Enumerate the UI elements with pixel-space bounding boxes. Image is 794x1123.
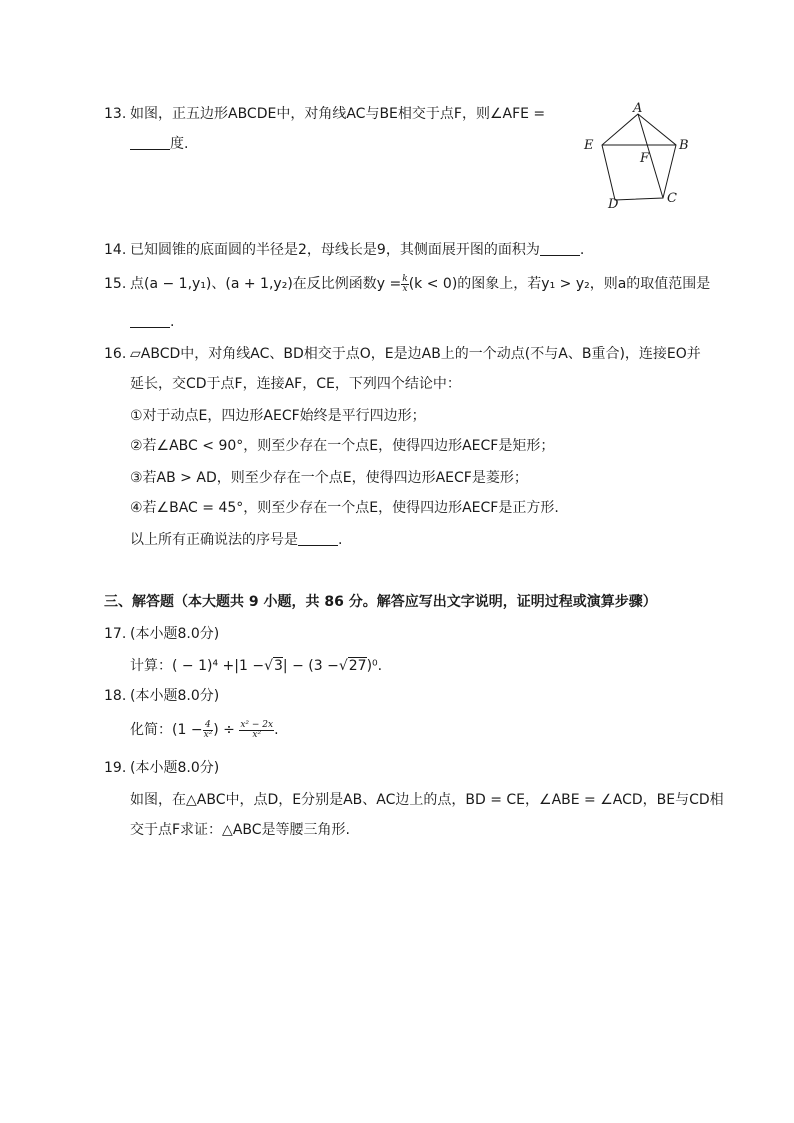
denominator: x² <box>203 729 213 740</box>
fraction <box>401 275 408 294</box>
expression-text: | − (3 − <box>282 658 339 674</box>
question-score: (本小题8.0分) <box>130 626 220 642</box>
label-e: E <box>584 138 594 153</box>
question-number: 17. <box>104 626 127 642</box>
denominator: x <box>402 283 408 294</box>
question-number: 19. <box>104 760 127 776</box>
label-c: C <box>667 191 677 206</box>
question-number: 18. <box>104 688 127 704</box>
question-text: 交于点F求证：△ABC是等腰三角形. <box>130 822 350 838</box>
question-13-line2 <box>130 134 188 154</box>
question-body <box>130 240 584 260</box>
numerator: 4 <box>203 721 214 731</box>
question-text: ▱ABCD中，对角线AC、BD相交于点O，E是边AB上的一个动点(不与A、B重合)，连接EO并 <box>130 346 701 362</box>
question-text: 如图，正五边形ABCDE中，对角线AC与BE相交于点F，则∠AFE = <box>130 106 546 122</box>
question-text: 度. <box>170 136 189 152</box>
question-text: 点(a − 1,y₁)、(a + 1,y₂)在反比例函数y = <box>130 276 402 292</box>
label-f: F <box>640 151 650 166</box>
fraction-1 <box>203 721 214 740</box>
fraction-2 <box>239 721 274 740</box>
statement-4: ④若∠BAC = 45°，则至少存在一个点E，使得四边形AECF是正方形. <box>130 500 559 516</box>
question-text: (k < 0)的图象上，若y₁ > y₂，则a的取值范围是 <box>408 276 711 292</box>
label-b: B <box>679 138 689 153</box>
answer-blank <box>130 313 170 328</box>
label-d: D <box>608 197 619 210</box>
question-number: 15. <box>104 276 127 292</box>
numerator: k <box>402 273 408 284</box>
question-16-last <box>130 530 342 550</box>
question-number: 13. <box>104 106 127 122</box>
answer-blank <box>298 531 338 546</box>
answer-blank <box>130 135 170 150</box>
question-score: (本小题8.0分) <box>130 760 220 776</box>
expression-text: 化简：(1 − <box>130 722 203 738</box>
pentagon-figure <box>580 100 710 210</box>
question-number: 14. <box>104 242 127 258</box>
pentagon-shape <box>602 114 676 200</box>
question-score: (本小题8.0分) <box>130 688 220 704</box>
question-text: 如图，在△ABC中，点D，E分别是AB、AC边上的点，BD = CE，∠ABE = ∠ACD，BE与CD相 <box>130 792 724 808</box>
label-a: A <box>633 101 643 116</box>
sqrt-3: 3 <box>273 658 283 674</box>
sqrt-27: 27 <box>348 658 367 674</box>
question-text: 已知圆锥的底面圆的半径是2，母线长是9，其侧面展开图的面积为 <box>130 242 540 258</box>
answer-blank <box>540 241 580 256</box>
expression-text: . <box>274 722 279 738</box>
statement-1: ①对于动点E，四边形AECF始终是平行四边形； <box>130 408 426 424</box>
numerator: x² − 2x <box>240 719 274 730</box>
question-17-expression: 计算：( − 1)⁴ +|1 −√3| − (3 −√27)⁰. <box>130 658 383 674</box>
statement-2: ②若∠ABC < 90°，则至少存在一个点E，使得四边形AECF是矩形； <box>130 438 555 454</box>
question-number: 16. <box>104 346 127 362</box>
section-heading: 三、解答题（本大题共 9 小题，共 86 分。解答应写出文字说明，证明过程或演算步骤） <box>104 594 657 610</box>
question-18-expression <box>130 720 279 740</box>
question-body <box>130 274 710 294</box>
question-end: . <box>170 314 175 330</box>
question-text: 延长，交CD于点F，连接AF，CE，下列四个结论中： <box>130 376 461 392</box>
expression-text: ) ÷ <box>213 722 235 738</box>
denominator: x² <box>252 729 262 740</box>
question-end: . <box>338 532 343 548</box>
question-end: . <box>579 242 585 258</box>
expression-text: 计算：( − 1)⁴ +|1 − <box>130 658 265 674</box>
question-15-line2 <box>130 312 174 332</box>
statement-3: ③若AB > AD，则至少存在一个点E，使得四边形AECF是菱形； <box>130 470 528 486</box>
question-text: 以上所有正确说法的序号是 <box>130 532 298 548</box>
expression-text: )⁰. <box>366 658 383 674</box>
